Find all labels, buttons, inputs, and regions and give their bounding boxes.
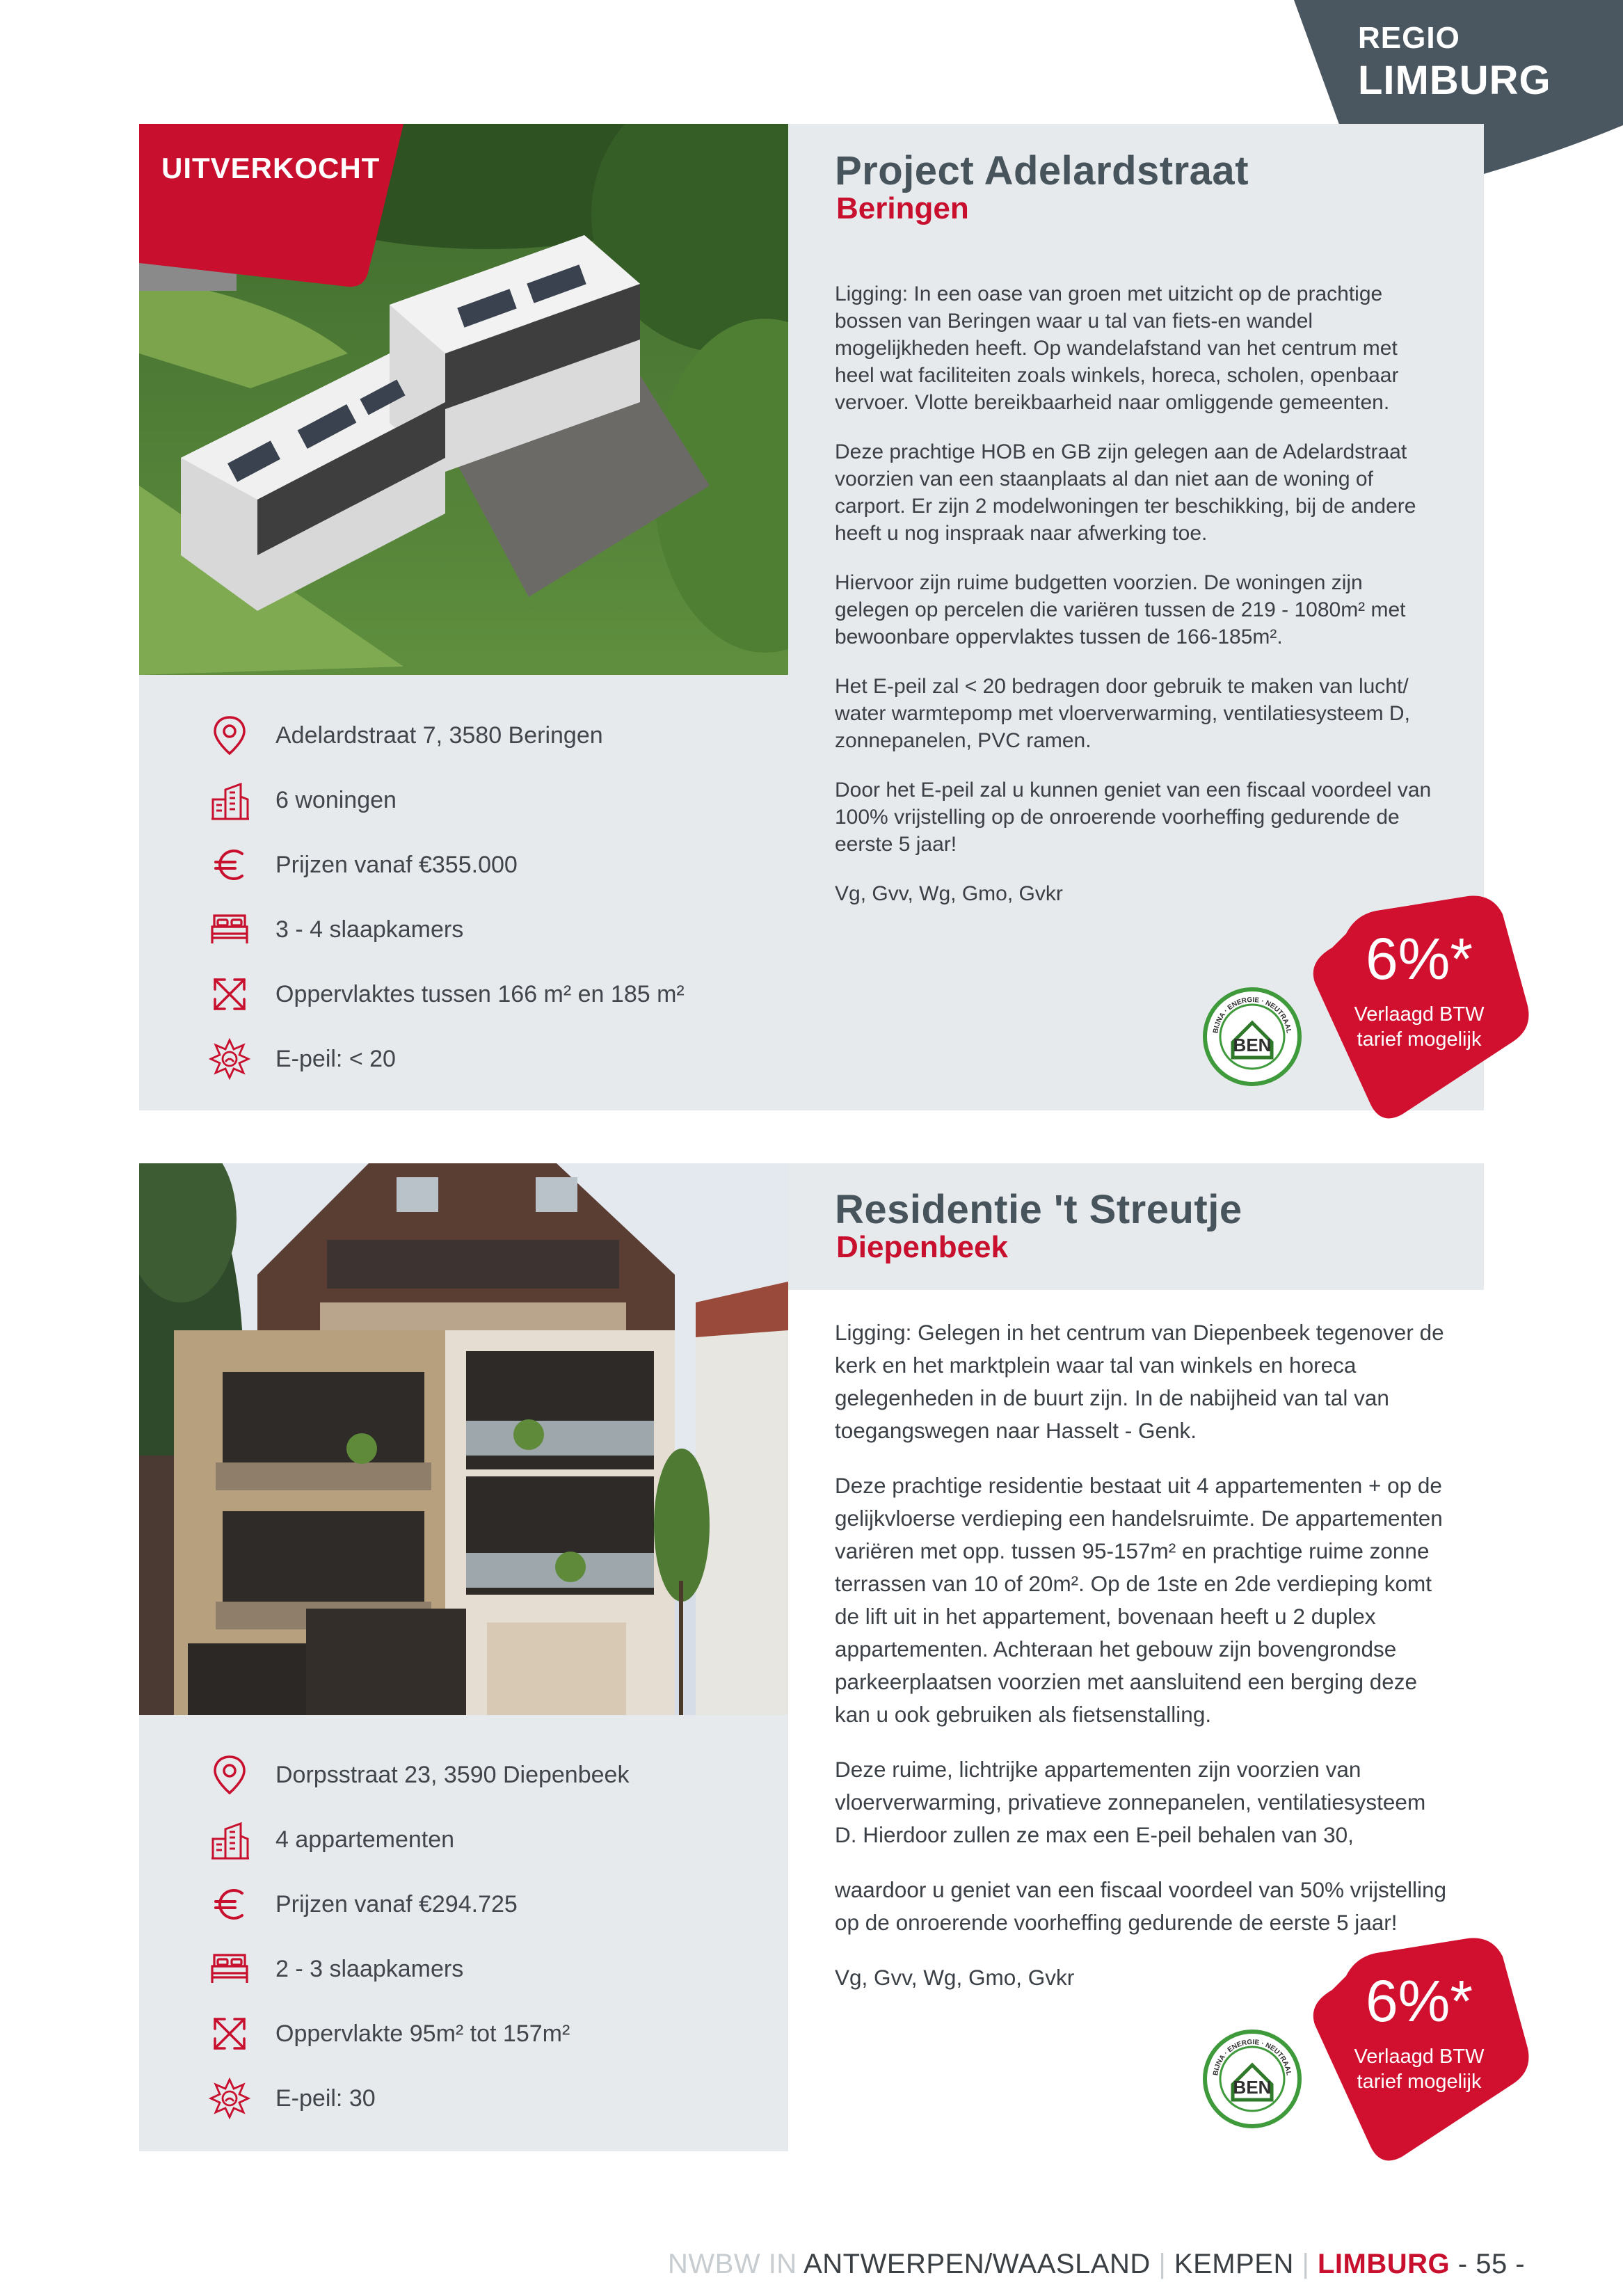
sold-badge bbox=[139, 124, 403, 288]
buildings-icon bbox=[209, 779, 250, 821]
euro-icon bbox=[209, 1883, 250, 1925]
description-paragraph: Deze prachtige residentie bestaat uit 4 appartementen + op de gelijkvloerse verdieping een handelsruimte. De appartementen variëren met opp. tussen 95-157m² en prachtige ruime zonne terrassen van 10 of 20m². Op de 1ste en 2de verdieping komt de lift uit in het appartement, bovenaan heeft u 2 duplex appartementen. Achteraan het gebouw zijn bovengrondse parkeerplaatsen voorzien met aansluitend een berging deze kan u ook gebruiken als fietsenstalling. bbox=[835, 1473, 1443, 1727]
fact-text: Oppervlakte 95m² tot 157m² bbox=[275, 2020, 570, 2047]
ben-arc-text: BIJNA · ENERGIE · NEUTRAAL bbox=[1212, 2038, 1293, 2076]
vat-badge bbox=[1304, 892, 1534, 1122]
project-facts bbox=[209, 1751, 765, 2126]
description-paragraph: Ligging: Gelegen in het centrum van Diepenbeek tegenover de kerk en het marktplein waar tal van winkels en horeca gelegenheden in de buurt zijn. In de nabijheid van tal van toegangswegen naar Hasselt - Genk. bbox=[835, 1320, 1444, 1443]
description-paragraph: Deze prachtige HOB en GB zijn gelegen aan de Adelardstraat voorzien van een staanplaats al dan niet aan de woning of carport. Er zijn 2 modelwoningen ter beschikking, bij de andere heeft u nog inspraak naar afwerking toe. bbox=[835, 440, 1416, 545]
vat-badge bbox=[1304, 1934, 1534, 2164]
fact-text: E-peil: < 20 bbox=[275, 1045, 396, 1072]
project-photo bbox=[139, 1163, 788, 1715]
fact-text: Dorpsstraat 23, 3590 Diepenbeek bbox=[275, 1761, 630, 1788]
sold-badge-label: UITVERKOCHT bbox=[161, 152, 381, 184]
footer-separator: | bbox=[1158, 2249, 1167, 2279]
project-city: Beringen bbox=[836, 191, 969, 225]
fact-text: Adelardstraat 7, 3580 Beringen bbox=[275, 722, 603, 749]
footer-region-antwerpen: ANTWERPEN/WAASLAND bbox=[803, 2249, 1151, 2279]
project-city: Diepenbeek bbox=[836, 1230, 1008, 1264]
fact-surface bbox=[209, 2009, 570, 2058]
description-paragraph: Ligging: In een oase van groen met uitzicht op de prachtige bossen van Beringen waar u tal van fiets-en wandel mogelijkheden heeft. Op wandelafstand van het centrum met heel wat faciliteiten zoals winkels, horeca, scholen, openbaar vervoer. Vlotte bereikbaarheid naar omliggende gemeenten. bbox=[835, 282, 1399, 414]
region-label-big: LIMBURG bbox=[1358, 58, 1551, 103]
vat-badge-line2: tarief mogelijk bbox=[1357, 2071, 1482, 2093]
ben-center-text: BEN bbox=[1233, 2077, 1272, 2098]
location-pin-icon bbox=[209, 1754, 250, 1796]
project-title: Project Adelardstraat bbox=[835, 148, 1249, 193]
fact-bedrooms bbox=[209, 905, 463, 954]
ben-center-text: BEN bbox=[1233, 1035, 1272, 1055]
description-paragraph: Deze ruime, lichtrijke appartementen zijn voorzien van vloerverwarming, privatieve zonnepanelen, ventilatiesysteem D. Hierdoor zullen ze max een E-peil behalen van 30, bbox=[835, 1757, 1426, 1847]
fact-bedrooms bbox=[209, 1945, 463, 1993]
fact-text: Oppervlaktes tussen 166 m² en 185 m² bbox=[275, 980, 685, 1007]
description-paragraph: Door het E-peil zal u kunnen geniet van een fiscaal voordeel van 100% vrijstelling op de onroerende voorheffing gedurende de eerste 5 jaar! bbox=[835, 779, 1432, 856]
vat-badge-line2: tarief mogelijk bbox=[1357, 1028, 1482, 1051]
fact-text: 6 woningen bbox=[275, 786, 397, 813]
bed-icon bbox=[209, 909, 250, 950]
fact-text: 3 - 4 slaapkamers bbox=[275, 916, 464, 943]
description-paragraph: Hiervoor zijn ruime budgetten voorzien. De woningen zijn gelegen op percelen die variëren tussen de 219 - 1080m² met bewoonbare oppervlaktes tussen de 166-185m². bbox=[835, 571, 1406, 648]
euro-icon bbox=[209, 844, 250, 886]
description-paragraph: Het E-peil zal < 20 bedragen door gebruik te maken van lucht/ water warmtepomp met vloerverwarming, ventilatiesysteem D, zonnepanelen, PVC ramen. bbox=[835, 675, 1410, 752]
description-paragraph: Vg, Gvv, Wg, Gmo, Gvkr bbox=[835, 882, 1063, 905]
page-number: - 55 - bbox=[1457, 2249, 1526, 2279]
fact-price bbox=[209, 840, 518, 889]
location-pin-icon bbox=[209, 715, 250, 756]
fact-text: E-peil: 30 bbox=[275, 2084, 376, 2112]
description-paragraph: Vg, Gvv, Wg, Gmo, Gvkr bbox=[835, 1965, 1075, 1990]
project-facts bbox=[209, 711, 765, 1087]
fact-units bbox=[209, 1815, 454, 1864]
expand-arrows-icon bbox=[209, 2013, 250, 2055]
ben-label bbox=[1202, 2029, 1302, 2129]
fact-price bbox=[209, 1880, 518, 1929]
fact-text: 2 - 3 slaapkamers bbox=[275, 1955, 464, 1982]
fact-epeil bbox=[209, 2074, 376, 2123]
fact-text: Prijzen vanaf €355.000 bbox=[275, 851, 518, 878]
region-label-small: REGIO bbox=[1358, 21, 1460, 55]
footer-region-kempen: KEMPEN bbox=[1174, 2249, 1294, 2279]
fact-surface bbox=[209, 970, 685, 1019]
page-footer bbox=[668, 2249, 1525, 2280]
vat-badge-line1: Verlaagd BTW bbox=[1354, 2046, 1485, 2068]
ben-arc-text: BIJNA · ENERGIE · NEUTRAAL bbox=[1212, 996, 1293, 1034]
energy-sun-icon bbox=[209, 1038, 250, 1080]
footer-prefix: NWBW IN bbox=[668, 2249, 797, 2279]
energy-sun-icon bbox=[209, 2078, 250, 2119]
vat-badge-line1: Verlaagd BTW bbox=[1354, 1003, 1485, 1026]
fact-text: 4 appartementen bbox=[275, 1826, 455, 1853]
fact-address bbox=[209, 1751, 629, 1799]
ben-label bbox=[1202, 987, 1302, 1087]
vat-badge-percent: 6%* bbox=[1365, 926, 1473, 991]
buildings-icon bbox=[209, 1819, 250, 1860]
project-description bbox=[835, 1316, 1447, 2016]
fact-units bbox=[209, 776, 397, 824]
fact-epeil bbox=[209, 1035, 396, 1083]
vat-badge-percent: 6%* bbox=[1365, 1968, 1473, 2034]
footer-region-limburg: LIMBURG bbox=[1318, 2249, 1450, 2279]
footer-separator: | bbox=[1302, 2249, 1310, 2279]
fact-text: Prijzen vanaf €294.725 bbox=[275, 1890, 518, 1918]
project-description bbox=[835, 280, 1433, 930]
fact-address bbox=[209, 711, 603, 760]
expand-arrows-icon bbox=[209, 973, 250, 1015]
description-paragraph: waardoor u geniet van een fiscaal voordeel van 50% vrijstelling op de onroerende voorheffing gedurende de eerste 5 jaar! bbox=[835, 1877, 1447, 1935]
bed-icon bbox=[209, 1948, 250, 1990]
project-title: Residentie 't Streutje bbox=[835, 1187, 1242, 1232]
